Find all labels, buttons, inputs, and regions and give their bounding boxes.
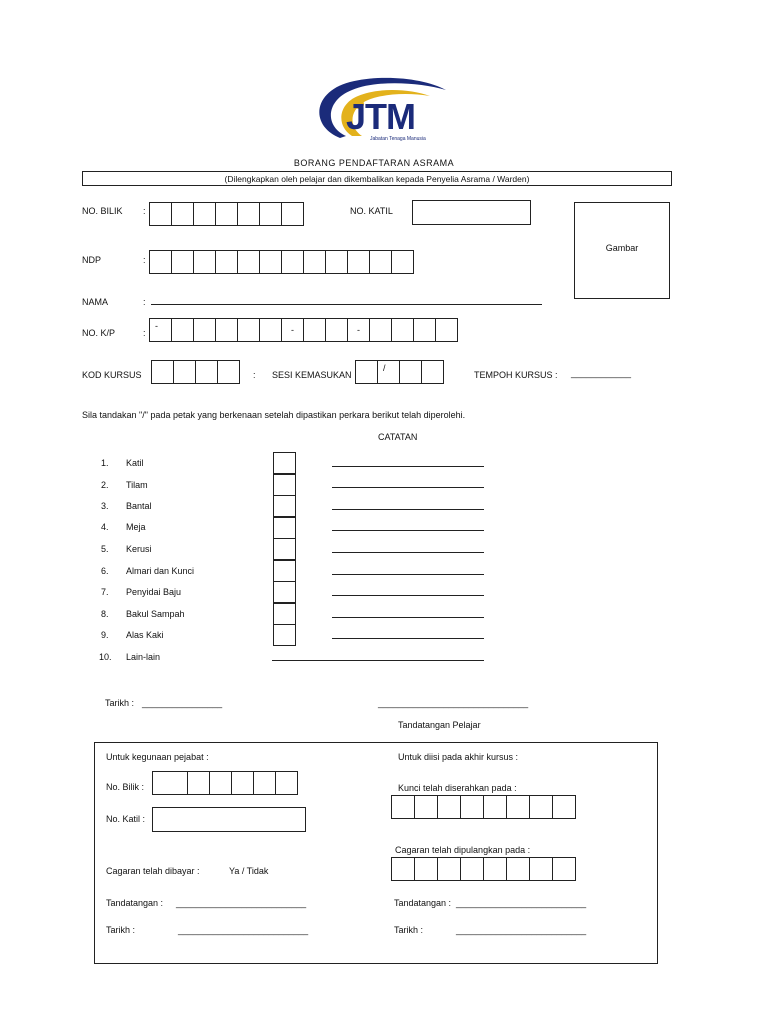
kunci-label: Kunci telah diserahkan pada : — [398, 783, 517, 793]
catatan-line[interactable] — [332, 509, 484, 510]
no-bilik-boxes[interactable] — [149, 202, 304, 226]
input-cell[interactable] — [259, 202, 282, 226]
ya-tidak-option[interactable]: Ya / Tidak — [229, 866, 269, 876]
item-label: Alas Kaki — [126, 630, 164, 640]
input-cell[interactable] — [275, 771, 298, 795]
no-kp-colon: : — [143, 328, 146, 338]
input-cell[interactable] — [151, 360, 174, 384]
item-checkbox[interactable] — [273, 603, 296, 625]
input-cell[interactable] — [281, 202, 304, 226]
catatan-line[interactable] — [332, 552, 484, 553]
kod-kursus-boxes[interactable] — [151, 360, 240, 384]
tarikh-label: Tarikh : — [105, 698, 135, 708]
item-label: Penyidai Baju — [126, 587, 182, 597]
input-cell[interactable] — [303, 318, 326, 342]
jtm-logo — [306, 74, 456, 152]
item-label: Katil — [126, 458, 144, 468]
item-checkbox[interactable] — [273, 624, 296, 646]
input-cell[interactable] — [215, 250, 238, 274]
input-cell[interactable] — [437, 857, 461, 881]
input-cell[interactable] — [237, 250, 260, 274]
cagaran-dibayar-label: Cagaran telah dibayar : — [106, 866, 200, 876]
input-cell[interactable] — [506, 795, 530, 819]
input-cell[interactable] — [215, 318, 238, 342]
input-cell[interactable] — [414, 795, 438, 819]
cagaran-date-boxes[interactable] — [391, 857, 576, 881]
input-cell[interactable] — [152, 771, 188, 795]
item-number: 1. — [101, 458, 109, 468]
catatan-line[interactable] — [332, 466, 484, 467]
catatan-heading: CATATAN — [378, 432, 418, 442]
input-cell[interactable] — [215, 202, 238, 226]
input-cell[interactable] — [171, 318, 194, 342]
input-cell[interactable] — [552, 857, 576, 881]
input-cell[interactable] — [237, 318, 260, 342]
input-cell[interactable] — [460, 795, 484, 819]
item-number: 9. — [101, 630, 109, 640]
item-checkbox[interactable] — [273, 452, 296, 474]
input-cell[interactable] — [483, 795, 507, 819]
no-kp-label: NO. K/P — [82, 328, 116, 338]
input-cell[interactable] — [391, 318, 414, 342]
tempoh-line[interactable]: ____________ — [571, 368, 632, 378]
office-no-katil-label: No. Katil : — [106, 814, 146, 824]
nama-line[interactable] — [151, 296, 542, 305]
nama-colon: : — [143, 297, 146, 307]
input-cell[interactable] — [259, 318, 282, 342]
item-number: 8. — [101, 609, 109, 619]
input-cell[interactable] — [460, 857, 484, 881]
kod-kursus-colon: : — [253, 370, 256, 380]
input-cell[interactable] — [437, 795, 461, 819]
item-label: Tilam — [126, 480, 148, 490]
input-cell[interactable] — [193, 250, 216, 274]
form-subtitle-box — [82, 171, 672, 186]
catatan-line[interactable] — [332, 574, 484, 575]
no-bilik-label: NO. BILIK — [82, 206, 123, 216]
tarikh-line[interactable]: ________________ — [142, 698, 223, 708]
input-cell[interactable] — [483, 857, 507, 881]
end-tandatangan-label: Tandatangan : — [394, 898, 452, 908]
input-cell[interactable] — [259, 250, 282, 274]
item-label: Almari dan Kunci — [126, 566, 195, 576]
item-number: 5. — [101, 544, 109, 554]
kunci-date-boxes[interactable] — [391, 795, 576, 819]
no-katil-label: NO. KATIL — [350, 206, 393, 216]
item-checkbox[interactable] — [273, 560, 296, 582]
input-cell[interactable] — [149, 250, 172, 274]
input-cell[interactable] — [399, 360, 422, 384]
no-katil-box[interactable] — [412, 200, 531, 225]
ndp-boxes[interactable] — [149, 250, 414, 274]
tandatangan-pelajar-label: Tandatangan Pelajar — [398, 720, 481, 730]
input-cell[interactable] — [171, 202, 194, 226]
input-cell[interactable] — [347, 250, 370, 274]
no-bilik-colon: : — [143, 206, 146, 216]
input-cell[interactable] — [325, 318, 348, 342]
item-number: 2. — [101, 480, 109, 490]
input-cell[interactable] — [303, 250, 326, 274]
input-cell[interactable] — [253, 771, 276, 795]
input-cell[interactable] — [171, 250, 194, 274]
office-tarikh-line[interactable]: __________________________ — [178, 925, 309, 935]
end-tarikh-line[interactable]: __________________________ — [456, 925, 587, 935]
input-cell[interactable] — [325, 250, 348, 274]
form-title: BORANG PENDAFTARAN ASRAMA — [293, 158, 455, 168]
photo-label: Gambar — [605, 243, 639, 253]
item-checkbox[interactable] — [273, 581, 296, 603]
office-no-bilik-boxes[interactable] — [152, 771, 298, 795]
item-label: Meja — [126, 522, 146, 532]
item-number: 6. — [101, 566, 109, 576]
catatan-line[interactable] — [332, 487, 484, 488]
input-cell[interactable] — [391, 857, 415, 881]
ndp-label: NDP — [82, 255, 102, 265]
input-cell[interactable] — [193, 202, 216, 226]
input-cell[interactable] — [195, 360, 218, 384]
logo-tagline: Jabatan Tenaga Manusia — [370, 136, 426, 142]
input-cell[interactable] — [414, 857, 438, 881]
item-number: 7. — [101, 587, 109, 597]
kp-separator-cell: - — [347, 318, 370, 342]
input-cell[interactable] — [173, 360, 196, 384]
end-tarikh-label: Tarikh : — [394, 925, 424, 935]
catatan-line[interactable] — [332, 530, 484, 531]
item-checkbox[interactable] — [273, 474, 296, 496]
input-cell[interactable] — [421, 360, 444, 384]
item-checkbox[interactable] — [273, 517, 296, 539]
item-checkbox[interactable] — [273, 495, 296, 517]
office-tarikh-label: Tarikh : — [106, 925, 136, 935]
cagaran-dipulangkan-label: Cagaran telah dipulangkan pada : — [395, 845, 531, 855]
input-cell[interactable] — [435, 318, 458, 342]
office-no-katil-box[interactable] — [152, 807, 306, 832]
input-cell[interactable] — [552, 795, 576, 819]
kod-kursus-label: KOD KURSUS — [82, 370, 142, 380]
end-tandatangan-line[interactable]: __________________________ — [456, 898, 587, 908]
office-no-bilik-label: No. Bilik : — [106, 782, 145, 792]
input-cell[interactable] — [355, 360, 378, 384]
form-subtitle: (Dilengkapkan oleh pelajar dan dikembalikan kepada Penyelia Asrama / Warden) — [224, 173, 530, 184]
input-cell[interactable] — [149, 202, 172, 226]
lain-lain-line[interactable] — [272, 660, 484, 661]
catatan-line[interactable] — [332, 595, 484, 596]
signature-line[interactable]: ______________________________ — [378, 698, 529, 708]
office-tandatangan-label: Tandatangan : — [106, 898, 164, 908]
nama-label: NAMA — [82, 297, 109, 307]
sesi-label: SESI KEMASUKAN — [272, 370, 352, 380]
checklist-instruction: Sila tandakan "/" pada petak yang berkenaan setelah dipastikan perkara berikut telah diperolehi. — [82, 410, 466, 420]
tempoh-label: TEMPOH KURSUS : — [474, 370, 558, 380]
input-cell[interactable] — [281, 250, 304, 274]
input-cell[interactable] — [529, 857, 553, 881]
sesi-separator-cell: / — [377, 360, 400, 384]
input-cell[interactable] — [369, 318, 392, 342]
office-tandatangan-line[interactable]: __________________________ — [176, 898, 307, 908]
input-cell[interactable] — [529, 795, 553, 819]
item-number: 3. — [101, 501, 109, 511]
input-cell[interactable] — [413, 318, 436, 342]
input-cell[interactable] — [187, 771, 210, 795]
input-cell[interactable] — [391, 250, 414, 274]
item-checkbox[interactable] — [273, 538, 296, 560]
item-number: 10. — [99, 652, 112, 662]
item-label: Bantal — [126, 501, 152, 511]
no-kp-boxes[interactable] — [149, 318, 458, 342]
item-number: 4. — [101, 522, 109, 532]
photo-box — [574, 202, 670, 299]
office-left-title: Untuk kegunaan pejabat : — [106, 752, 209, 762]
catatan-line[interactable] — [332, 638, 484, 639]
office-right-title: Untuk diisi pada akhir kursus : — [398, 752, 519, 762]
input-cell[interactable] — [193, 318, 216, 342]
item-label: Kerusi — [126, 544, 152, 554]
input-cell[interactable] — [369, 250, 392, 274]
input-cell[interactable] — [231, 771, 254, 795]
sesi-boxes[interactable] — [355, 360, 444, 384]
item-label: Bakul Sampah — [126, 609, 185, 619]
input-cell[interactable] — [237, 202, 260, 226]
kp-separator-cell: - — [149, 318, 172, 342]
catatan-line[interactable] — [332, 617, 484, 618]
input-cell[interactable] — [209, 771, 232, 795]
kp-separator-cell: - — [281, 318, 304, 342]
input-cell[interactable] — [217, 360, 240, 384]
item-label: Lain-lain — [126, 652, 161, 662]
ndp-colon: : — [143, 255, 146, 265]
input-cell[interactable] — [391, 795, 415, 819]
input-cell[interactable] — [506, 857, 530, 881]
logo-text: JTM — [346, 96, 415, 137]
